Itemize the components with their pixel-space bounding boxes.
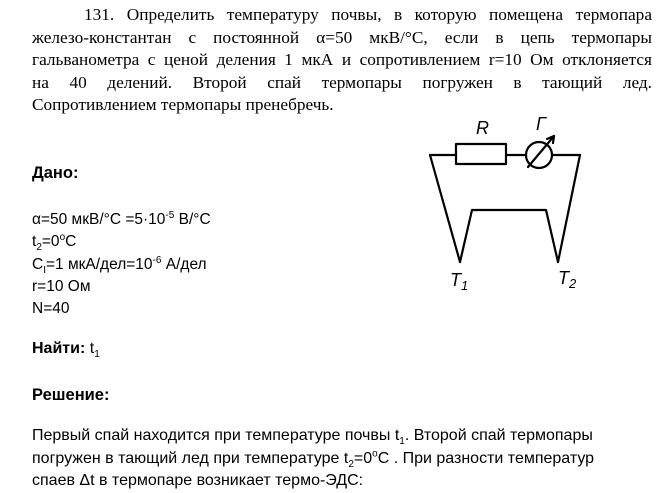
solution-line-2: погружен в тающий лед при температуре $t_2=0^oС$ . При разности температур [32,448,595,470]
resistor [456,144,506,164]
given-t2: $t_2=0^oС$ [32,232,77,254]
find-label: Найти: [32,340,86,357]
thermocouple-circuit-diagram [420,100,620,300]
resistor-label: R [476,118,489,138]
given-alpha: α=50 $мкВ/^\circ С =5\cdot 10^{-5}$ В/°С [32,209,211,228]
solution-text [32,425,652,493]
problem-line-3: гальванометра с ценой деления 1 мкА и сопротивлением r=10 Ом отклоняется [32,50,652,69]
solution-line-1: Первый спай находится при температуре почвы $t_1$. Второй спай термопары [32,427,593,448]
wire-left [430,155,460,262]
given-heading: Дано: [32,164,79,182]
galvanometer-label: Г [536,114,546,134]
problem-line-1: 131. Определить температуру почвы, в которую помещена термопара [84,5,652,24]
problem-line-2: железо-константан с постоянной α=50 мкВ/°С, если в цепь термопары [32,27,652,47]
given-list [32,209,211,320]
given-ci: $С_I=1$ мкА/$дел=10^{-6}$ А/дел [32,254,207,276]
solution-heading: Решение: [32,386,110,404]
wire-right [558,155,580,262]
junction-2-label: $T_2$ [558,268,577,291]
thermoelectrode-loop [460,210,558,262]
given-r: r=10 Ом [32,277,91,295]
junction-1-label: $T_1$ [450,270,469,293]
find-line: Найти: $t_1$ [32,340,100,361]
solution-line-3: спаев Δt в термопаре возникает термо-ЭДС: [32,472,364,489]
problem-number: 131. [84,5,115,24]
problem-line-5: Сопротивлением термопары пренебречь. [32,95,334,114]
given-n: N=40 [32,300,70,318]
problem-line-4: на 40 делений. Второй спай термопары погружен в тающий лед. [32,72,652,92]
